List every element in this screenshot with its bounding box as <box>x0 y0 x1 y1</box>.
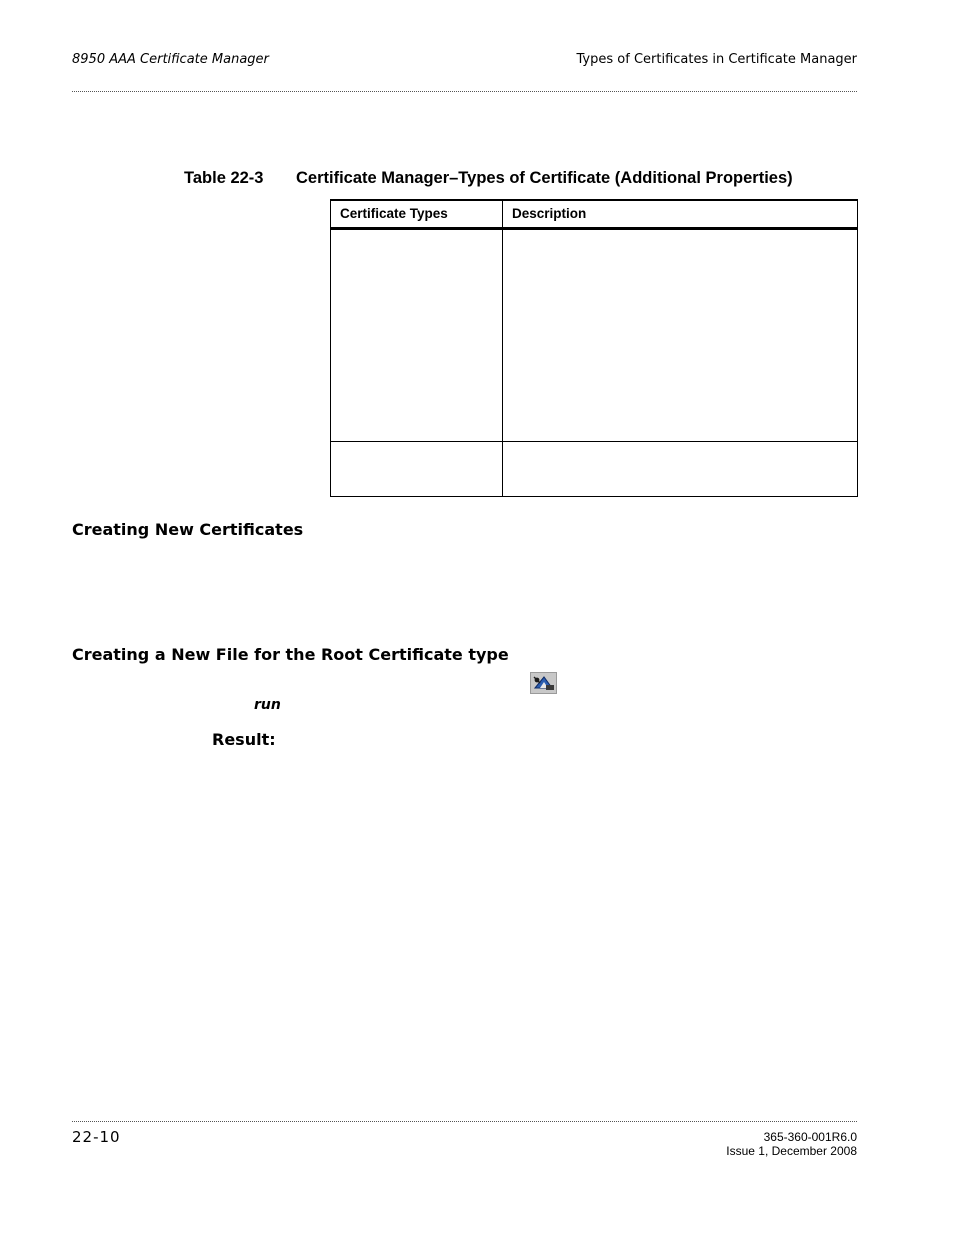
cell-certificate-type <box>331 228 503 441</box>
header-divider <box>72 91 857 92</box>
header-section: Types of Certificates in Certificate Manager <box>576 52 857 67</box>
table-caption <box>184 169 793 188</box>
page-number: 22-10 <box>72 1128 121 1146</box>
cell-description <box>503 441 858 496</box>
cell-description <box>503 228 858 441</box>
table-row <box>331 441 858 496</box>
cell-certificate-type <box>331 441 503 496</box>
table-title: Certificate Manager–Types of Certificate (Additional Properties) <box>296 169 793 187</box>
document-info <box>726 1130 857 1158</box>
section-heading-creating-new-certificates: Creating New Certificates <box>72 520 304 539</box>
result-label: Result: <box>212 730 276 749</box>
certificate-types-table <box>330 199 858 497</box>
run-term: run <box>254 697 281 713</box>
column-header-certificate-types: Certificate Types <box>331 200 503 228</box>
document-number: 365-360-001R6.0 <box>763 1130 857 1144</box>
table-number: Table 22-3 <box>184 169 264 187</box>
table-row <box>331 228 858 441</box>
section-heading-root-certificate-file: Creating a New File for the Root Certificate type <box>72 645 509 664</box>
column-header-description: Description <box>503 200 858 228</box>
new-certificate-wizard-icon <box>530 672 557 694</box>
issue-date: Issue 1, December 2008 <box>726 1144 857 1158</box>
footer-divider <box>72 1121 857 1122</box>
header-title: 8950 AAA Certificate Manager <box>72 52 269 67</box>
